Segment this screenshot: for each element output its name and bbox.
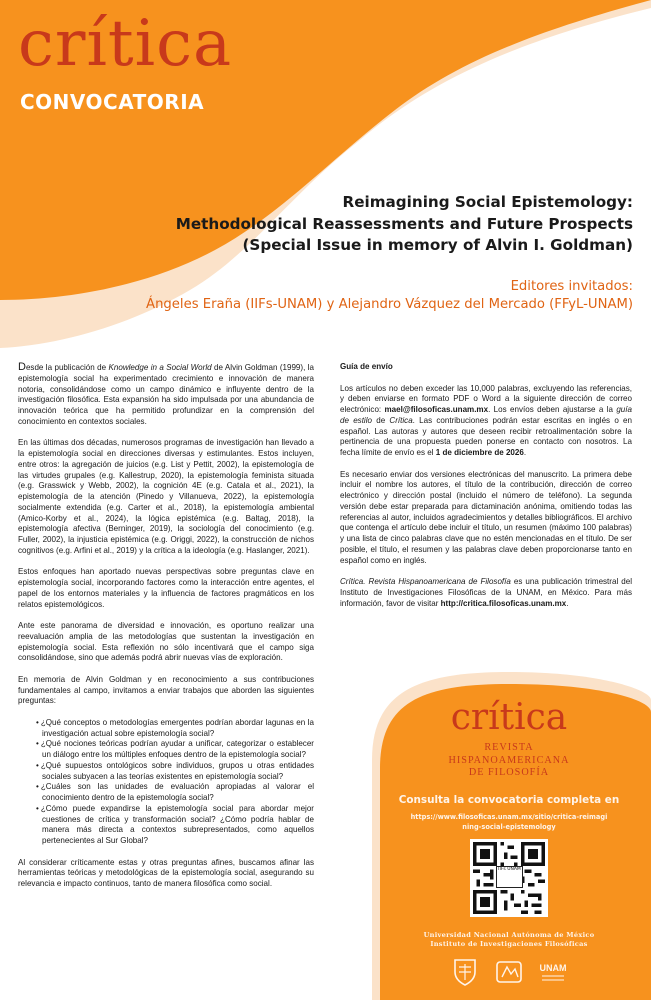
unam-logo-icon bbox=[537, 958, 569, 986]
invitation-paragraph: En memoria de Alvin Goldman y en reconocimiento a sus contribuciones fundamentales al campo, invitamos a enviar trabajos que aborden las siguientes preguntas: bbox=[18, 674, 314, 706]
list-item: • ¿Qué nociones teóricas podrían ayudar a unificar, categorizar o establecer un diálogo entre los múltiples enfoques dentro de la epistemología social? bbox=[18, 739, 314, 761]
unam-shield-icon bbox=[449, 958, 481, 986]
email-link[interactable]: mael@filosoficas.unam.mx bbox=[384, 405, 489, 414]
intro-paragraph: Desde la publicación de Knowledge in a Social World de Alvin Goldman (1999), la epistemología social ha experimentado crecimiento e innovación de manera notoria, consolidándose como un campo dinámico e influyente dentro de la investigación filosófica. Esta expansión ha sido impulsada por una abundancia de innovación teórica que ha permitido profundizar en la comprensión del conocimiento en contextos sociales. bbox=[18, 361, 314, 426]
qr-code[interactable] bbox=[470, 839, 548, 917]
editors-names: Ángeles Eraña (IIFs-UNAM) y Alejandro Vázquez del Mercado (FFyL-UNAM) bbox=[146, 296, 633, 312]
approaches-paragraph: Estos enfoques han aportado nuevas perspectivas sobre preguntas clave en epistemología social, incorporando factores como la interacción entre agentes, el papel de los entornos materiales y la influencia de factores pragmáticos en los relatos epistemológicos. bbox=[18, 567, 314, 609]
iifs-emblem-icon bbox=[493, 958, 525, 986]
consulta-text: Consulta la convocatoria completa en bbox=[398, 793, 620, 806]
unam-logo-text: UNAM bbox=[539, 962, 567, 973]
journal-info-paragraph: Crítica. Revista Hispanoamericana de Filosofía es una publicación trimestral del Instituto de Investigaciones Filosóficas de la UNAM, en México. Para más información, favor de visitar http://critica.filosoficas.unam.mx. bbox=[340, 577, 633, 608]
programs-paragraph: En las últimas dos décadas, numerosos programas de investigación han llevado a la epistemología social en direcciones diversas y estimulantes. Estos incluyen, entre otros: la agregación de juicios (e.g. List y Pettit, 2002), la epistemología de las virtudes grupales (e.g. Kallestrup, 2020), la epistemología feminista situada (e.g. Grasswick y Webb, 2002), la cognición 4E (e.g. Catala et al., 2021), la epistemología de la atención (Pinedo y Villanueva, 2022), la epistemología socialmente extendida (e.g. Carter et al., 2018), la epistemología ambiental (Amico-Korby et al., 2024), la lógica epistémica (e.g. Baltag, 2018), la epistemología afectiva (Berninger, 2019), la sociología del conocimiento (e.g. Fuller, 2002), la injusticia epistémica (e.g. Origgi, 2022), la construcción de nichos cognitivos (e.g. Arfini et al., 2019) y la crítica a la ideología (e.g. Haslanger, 2021). bbox=[18, 438, 314, 555]
editors-label: Editores invitados: bbox=[510, 279, 633, 294]
title-line-1: Reimagining Social Epistemology: bbox=[342, 193, 633, 211]
deadline: 1 de diciembre de 2026 bbox=[435, 448, 524, 457]
style-guide-link[interactable]: guía de estilo bbox=[340, 405, 632, 425]
drop-cap: D bbox=[18, 361, 26, 373]
book-title: Knowledge in a Social World bbox=[108, 363, 212, 372]
journal-name: REVISTA HISPANOAMERICANA DE FILOSOFÍA bbox=[448, 742, 570, 778]
journal-website-link[interactable]: http://critica.filosoficas.unam.mx bbox=[440, 598, 567, 608]
panel-critica-logo: crítica bbox=[450, 697, 568, 738]
institution-name: Universidad Nacional Autónoma de México Instituto de Investigaciones Filosóficas bbox=[423, 930, 595, 948]
convocatoria-label: CONVOCATORIA bbox=[20, 90, 205, 114]
submission-guide-heading: Guía de envío bbox=[340, 362, 393, 371]
versions-paragraph: Es necesario enviar dos versiones electrónicas del manuscrito. La primera debe incluir el nombre los autores, el título de la contribución, dirección de correo electrónico y dirección postal (incluido el número de teléfono). La segunda versión debe estar preparada para dictaminación anónima, omitiendo todas las referencias al autor, incluidos agradecimientos y detalles bibliográficos. El archivo que contenga el artículo debe incluir el título, un resumen (máximo 100 palabras) y una lista de cinco palabras clave que no estén mencionadas en el título. De ser posible, el título, el resumen y las palabras clave deben proporcionarse tanto en español como en inglés. bbox=[340, 469, 632, 565]
submission-paragraph: Los artículos no deben exceder las 10,000 palabras, excluyendo las referencias, y deben enviarse en formato PDF o Word a la siguiente dirección de correo electrónico: mael@filosoficas.unam.mx. Los envíos deben ajustarse a la guía de estilo de Crítica. Las contribuciones podrán estar escritas en inglés o en español. Las autoras y autores que deseen recibir retroalimentación sobre la pertinencia de una propuesta pueden ponerse en contacto con nosotros. La fecha límite de envío es el 1 de diciembre de 2026. bbox=[340, 383, 632, 457]
issue-title bbox=[73, 192, 633, 257]
info-panel bbox=[384, 690, 634, 1000]
reevaluation-paragraph: Ante este panorama de diversidad e innovación, es oportuno realizar una reevaluación amplia de las metodologías que sustentan la investigación en epistemología social. Esta reflexión no sólo incentivará que el campo siga consolidándose, sino que además podrá abrir nuevas vías de exploración. bbox=[18, 621, 314, 663]
critica-logo: crítica bbox=[18, 7, 233, 81]
guest-editors bbox=[33, 278, 633, 313]
closing-paragraph: Al considerar críticamente estas y otras preguntas afines, buscamos afinar las herramientas teóricas y metodológicas de la epistemología social, asegurando su relevancia e impacto continuos, tanto de manera filosófica como social. bbox=[18, 857, 314, 888]
left-column bbox=[18, 362, 314, 901]
qr-center-logo: IIFs UNAM bbox=[496, 866, 523, 888]
list-item: • ¿Qué supuestos ontológicos sobre individuos, grupos u otras entidades sociales subyacen a las teorías existentes en epistemología social? bbox=[18, 761, 314, 783]
right-column bbox=[340, 362, 632, 620]
questions-list bbox=[18, 718, 314, 847]
list-item: • ¿Cuáles son las unidades de evaluación apropiadas al valorar el conocimiento dentro de la epistemología social? bbox=[18, 782, 314, 804]
title-line-2: Methodological Reassessments and Future Prospects bbox=[175, 214, 633, 233]
title-line-3: (Special Issue in memory of Alvin I. Goldman) bbox=[242, 236, 633, 254]
list-item: • ¿Qué conceptos o metodologías emergentes podrían abordar lagunas en la investigación actual sobre epistemología social? bbox=[18, 718, 314, 740]
call-url-link[interactable]: https://www.filosoficas.unam.mx/sitio/critica-reimagi ning-social-epistemology bbox=[410, 812, 608, 831]
list-item: • ¿Cómo puede expandirse la epistemología social para abordar mejor cuestiones de crítica y transformación social? ¿Cómo podría hablar de manera más directa a contextos subrepresentados, como aquellos pertenecientes al Sur Global? bbox=[18, 804, 314, 847]
institution-logos bbox=[384, 958, 634, 986]
